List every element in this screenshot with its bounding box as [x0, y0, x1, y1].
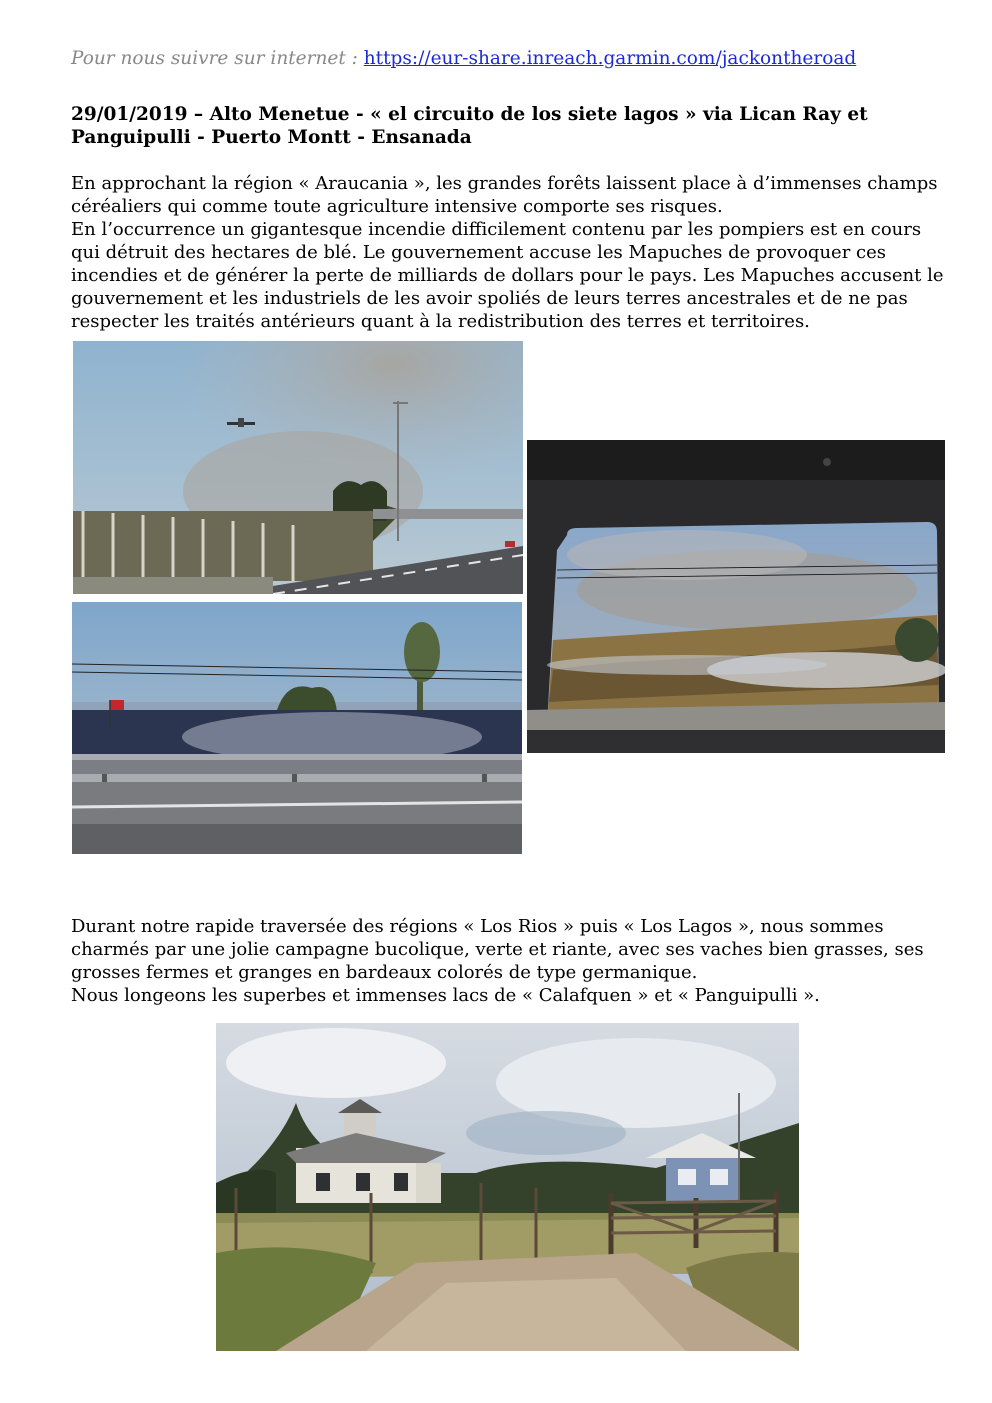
paragraph-countryside	[71, 915, 951, 1007]
paragraph-fire-line-2: En l’occurrence un gigantesque incendie difficilement contenu par les pompiers est en cours qui détruit des hectares de blé. Le gouvernement accuse les Mapuches de provoquer ces incendies et de générer la perte de milliards de dollars pour le pays. Les Mapuches accusent le gouvernement et les industriels de les avoir spoliés de leurs terres ancestrales et de ne pas respecter les traités antérieurs quant à la redistribution des terres et territoires.	[71, 219, 944, 332]
tracking-label: Pour nous suivre sur internet :	[71, 48, 364, 69]
photo-burnt-field	[72, 602, 522, 854]
photo-fire-through-window	[527, 440, 945, 753]
paragraph-countryside-line-2: Nous longeons les superbes et immenses lacs de « Calafquen » et « Panguipulli ».	[71, 985, 820, 1006]
paragraph-fire	[71, 172, 951, 333]
entry-title: 29/01/2019 – Alto Menetue - « el circuito de los siete lagos » via Lican Ray et Panguipulli - Puerto Montt - Ensanada	[71, 104, 868, 148]
paragraph-countryside-line-1: Durant notre rapide traversée des régions « Los Rios » puis « Los Lagos », nous sommes charmés par une jolie campagne bucolique, verte et riante, avec ses vaches bien grasses, ses grosses fermes et granges en bardeaux colorés de type germanique.	[71, 916, 924, 983]
photo-highway-smoke	[73, 341, 523, 594]
photo-farmhouse-gate	[216, 1023, 799, 1351]
paragraph-fire-line-1: En approchant la région « Araucania », les grandes forêts laissent place à d’immenses champs céréaliers qui comme toute agriculture intensive comporte ses risques.	[71, 173, 938, 217]
tracking-line	[71, 47, 951, 71]
tracking-link[interactable]: https://eur-share.inreach.garmin.com/jackontheroad	[363, 48, 857, 69]
